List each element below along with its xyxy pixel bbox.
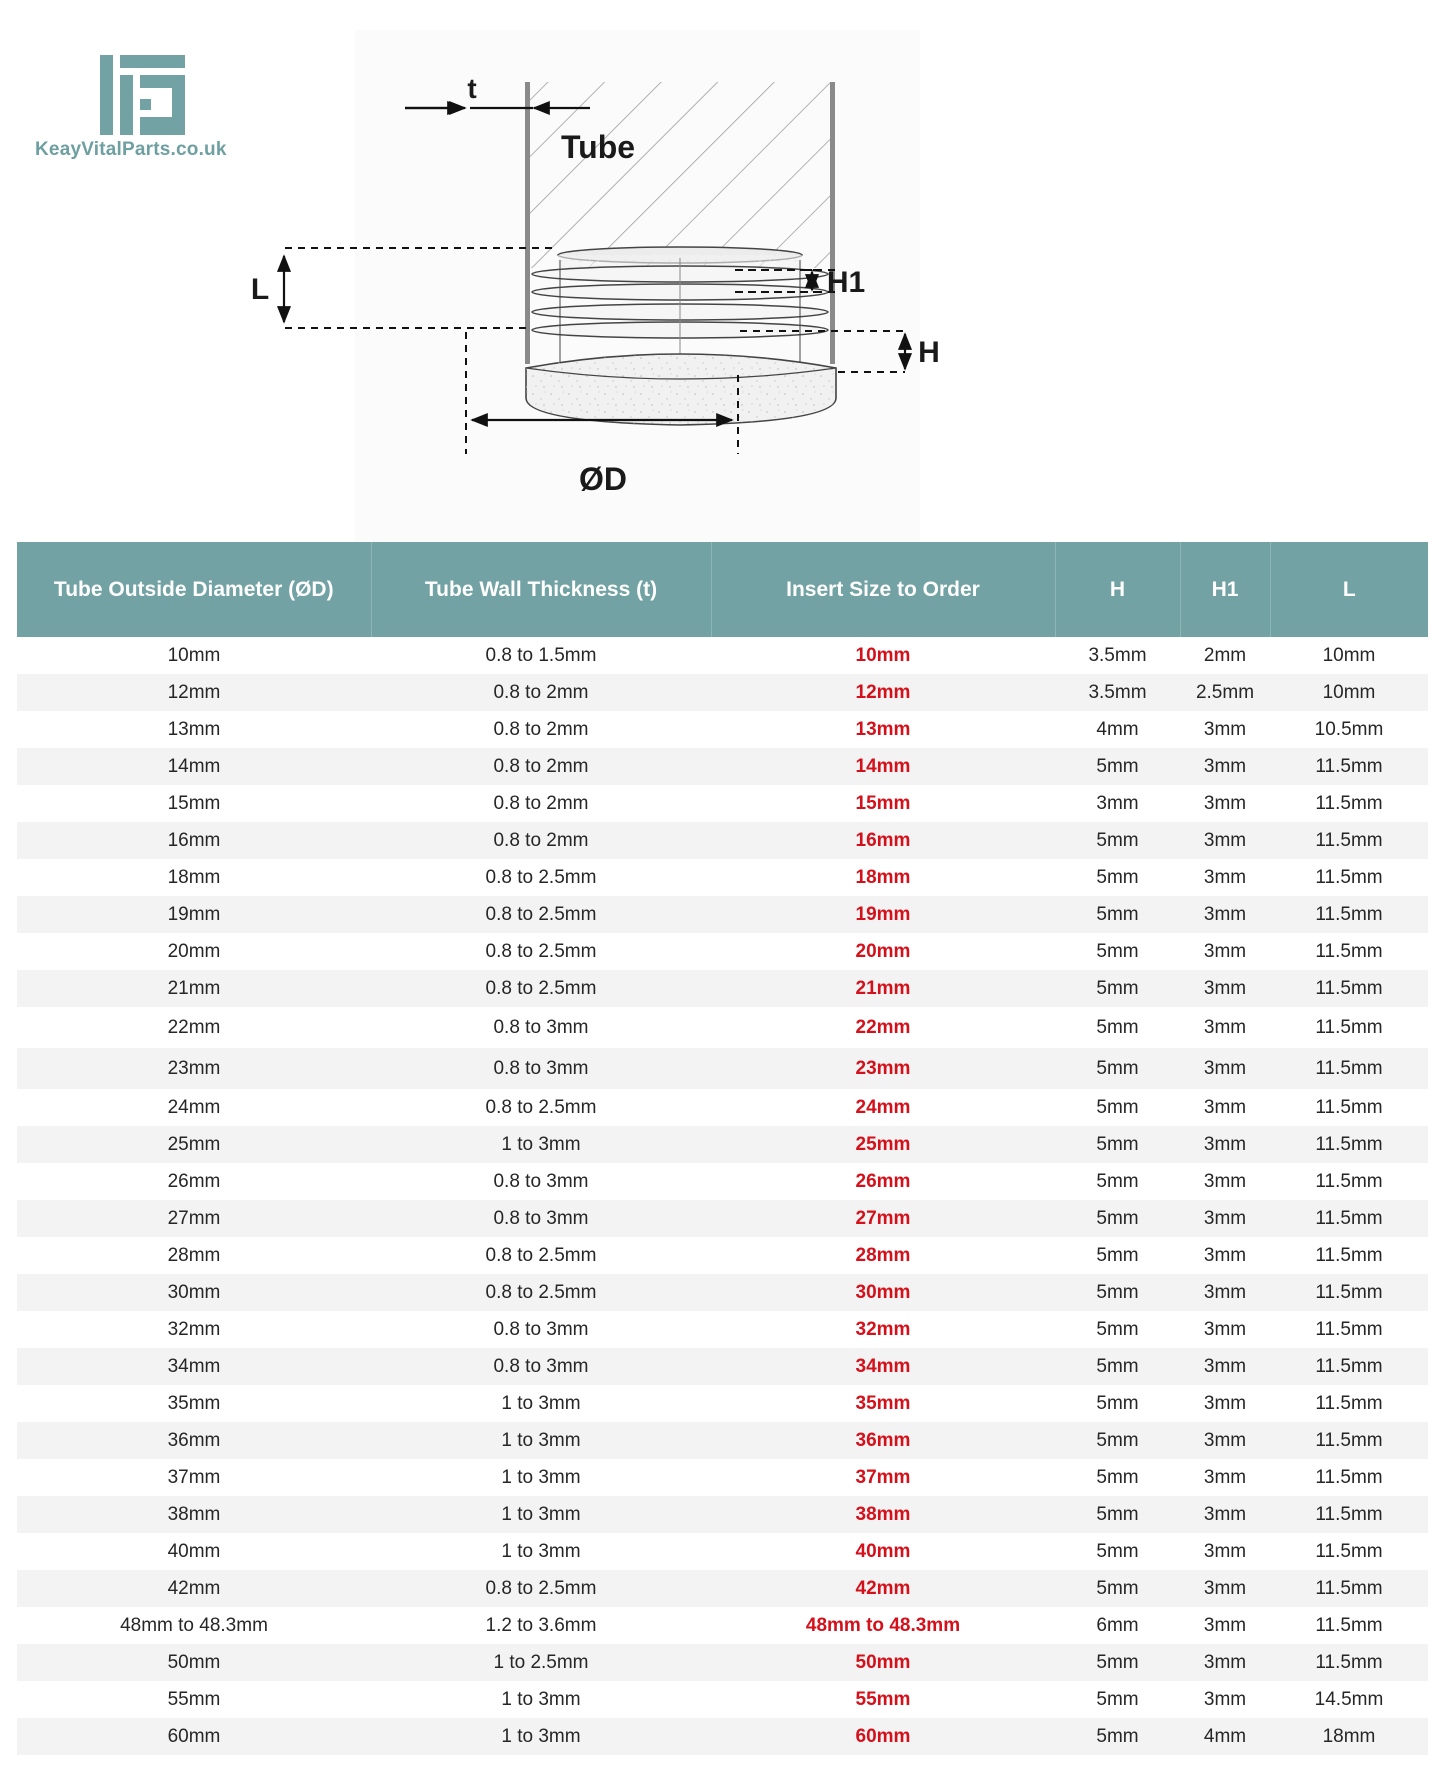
table-row <box>17 637 1428 674</box>
cell-wall-thickness: 0.8 to 2.5mm <box>485 1244 597 1266</box>
cell-insert-size: 20mm <box>855 940 911 962</box>
cell-h: 5mm <box>1096 1318 1139 1340</box>
cell-wall-thickness: 1 to 3mm <box>501 1392 581 1414</box>
cell-insert-size: 22mm <box>855 1016 911 1038</box>
cell-wall-thickness: 0.8 to 2.5mm <box>485 866 597 888</box>
cell-l: 11.5mm <box>1270 1048 1428 1089</box>
cell-l: 11.5mm <box>1270 748 1428 785</box>
cell-h: 5mm <box>1055 748 1180 785</box>
table-row <box>17 1459 1428 1496</box>
cell-outside-diameter: 48mm to 48.3mm <box>120 1614 268 1636</box>
table-row <box>17 1163 1428 1200</box>
cell-wall-thickness: 0.8 to 2mm <box>371 748 711 785</box>
cell-outside-diameter: 12mm <box>17 674 371 711</box>
cell-insert-size: 32mm <box>855 1318 911 1340</box>
insert-head <box>526 354 836 425</box>
cell-outside-diameter: 27mm <box>17 1200 371 1237</box>
cell-h1: 3mm <box>1203 1096 1247 1118</box>
cell-l: 11.5mm <box>1315 940 1383 962</box>
table-row <box>17 1007 1428 1048</box>
cell-h1: 2.5mm <box>1180 674 1270 711</box>
cell-outside-diameter: 23mm <box>17 1048 371 1089</box>
cell-h: 5mm <box>1055 1048 1180 1089</box>
cell-h: 3mm <box>1096 792 1139 814</box>
cell-h: 5mm <box>1055 1496 1180 1533</box>
table-row <box>17 674 1428 711</box>
cell-h: 4mm <box>1096 718 1139 740</box>
cell-l: 11.5mm <box>1270 1422 1428 1459</box>
table-row <box>17 1496 1428 1533</box>
cell-wall-thickness: 0.8 to 2.5mm <box>371 970 711 1007</box>
cell-outside-diameter: 34mm <box>17 1348 371 1385</box>
cell-outside-diameter: 18mm <box>167 866 221 888</box>
cell-insert-size: 40mm <box>855 1540 911 1562</box>
cell-h: 5mm <box>1096 1466 1139 1488</box>
cell-l: 11.5mm <box>1270 1274 1428 1311</box>
cell-outside-diameter: 22mm <box>167 1016 221 1038</box>
cell-h1: 3mm <box>1203 1016 1247 1038</box>
cell-wall-thickness: 0.8 to 2.5mm <box>371 1274 711 1311</box>
cell-h: 5mm <box>1055 1126 1180 1163</box>
cell-wall-thickness: 0.8 to 2mm <box>493 792 589 814</box>
cell-outside-diameter: 42mm <box>17 1570 371 1607</box>
table-body <box>17 637 1428 1755</box>
cell-insert-size: 27mm <box>711 1200 1055 1237</box>
cell-h: 5mm <box>1055 1422 1180 1459</box>
cell-h1: 3mm <box>1203 1244 1247 1266</box>
cell-h1: 3mm <box>1180 970 1270 1007</box>
cell-l: 11.5mm <box>1270 822 1428 859</box>
table-row <box>17 1718 1428 1755</box>
column-header-insert-size: Insert Size to Order <box>711 542 1055 637</box>
cell-l: 10.5mm <box>1314 718 1384 740</box>
cell-h1: 3mm <box>1180 748 1270 785</box>
table-row <box>17 933 1428 970</box>
cell-l: 11.5mm <box>1315 1318 1383 1340</box>
tube-wall-right <box>830 82 835 364</box>
cell-l: 11.5mm <box>1270 896 1428 933</box>
cell-h: 5mm <box>1096 1244 1139 1266</box>
cell-l: 11.5mm <box>1315 1614 1383 1636</box>
column-header-h: H <box>1055 542 1180 637</box>
cell-h: 5mm <box>1055 1570 1180 1607</box>
cell-l: 10mm <box>1270 674 1428 711</box>
cell-outside-diameter: 40mm <box>167 1540 221 1562</box>
cell-h: 5mm <box>1055 1644 1180 1681</box>
cell-insert-size: 13mm <box>855 718 911 740</box>
cell-insert-size: 16mm <box>711 822 1055 859</box>
cell-wall-thickness: 0.8 to 3mm <box>493 1170 589 1192</box>
cell-h1: 3mm <box>1203 1318 1247 1340</box>
insert-dimension-diagram <box>250 30 1130 545</box>
table-row <box>17 1048 1428 1089</box>
cell-insert-size: 38mm <box>711 1496 1055 1533</box>
cell-wall-thickness: 1 to 3mm <box>371 1718 711 1755</box>
table-row <box>17 711 1428 748</box>
cell-h1: 3mm <box>1203 1466 1247 1488</box>
cell-outside-diameter: 60mm <box>17 1718 371 1755</box>
cell-h: 5mm <box>1096 1688 1139 1710</box>
table-row <box>17 896 1428 933</box>
cell-insert-size: 12mm <box>711 674 1055 711</box>
cell-h: 3.5mm <box>1088 644 1147 666</box>
cell-insert-size: 24mm <box>855 1096 911 1118</box>
cell-h: 5mm <box>1096 940 1139 962</box>
cell-h1: 3mm <box>1180 1200 1270 1237</box>
cell-insert-size: 15mm <box>855 792 911 814</box>
cell-insert-size: 37mm <box>855 1466 911 1488</box>
cell-l: 11.5mm <box>1315 1244 1383 1266</box>
cell-h1: 3mm <box>1180 822 1270 859</box>
label-head-height: H <box>918 336 940 369</box>
cell-h: 5mm <box>1055 822 1180 859</box>
cell-outside-diameter: 32mm <box>167 1318 221 1340</box>
column-header-wall-thickness: Tube Wall Thickness (t) <box>371 542 711 637</box>
cell-h: 3.5mm <box>1055 674 1180 711</box>
brand-logo <box>35 55 250 175</box>
table-row <box>17 970 1428 1007</box>
label-tube: Tube <box>560 129 636 165</box>
cell-insert-size: 50mm <box>711 1644 1055 1681</box>
table-row <box>17 1681 1428 1718</box>
cell-h1: 3mm <box>1180 1570 1270 1607</box>
cell-h1: 3mm <box>1180 1422 1270 1459</box>
table-row <box>17 1126 1428 1163</box>
column-header-outside-diameter: Tube Outside Diameter (ØD) <box>17 542 371 637</box>
cell-wall-thickness: 0.8 to 2mm <box>371 674 711 711</box>
cell-wall-thickness: 0.8 to 3mm <box>493 1016 589 1038</box>
brand-logo-mark <box>100 55 185 135</box>
cell-h: 5mm <box>1096 1392 1139 1414</box>
cell-wall-thickness: 0.8 to 2.5mm <box>371 896 711 933</box>
column-header-h1: H1 <box>1180 542 1270 637</box>
cell-h1: 3mm <box>1180 1048 1270 1089</box>
cell-outside-diameter: 16mm <box>17 822 371 859</box>
insert-size-table <box>17 542 1428 1755</box>
table-row <box>17 785 1428 822</box>
cell-l: 11.5mm <box>1270 1348 1428 1385</box>
cell-h1: 3mm <box>1180 1126 1270 1163</box>
cell-wall-thickness: 1 to 3mm <box>501 1540 581 1562</box>
cell-l: 11.5mm <box>1315 1170 1383 1192</box>
table-row <box>17 1422 1428 1459</box>
table-row <box>17 1089 1428 1126</box>
cell-outside-diameter: 25mm <box>17 1126 371 1163</box>
cell-insert-size: 48mm to 48.3mm <box>805 1614 961 1636</box>
cell-outside-diameter: 14mm <box>17 748 371 785</box>
table-row <box>17 1570 1428 1607</box>
cell-outside-diameter: 19mm <box>17 896 371 933</box>
cell-l: 11.5mm <box>1315 1466 1383 1488</box>
cell-h: 5mm <box>1096 866 1139 888</box>
cell-outside-diameter: 35mm <box>167 1392 221 1414</box>
cell-insert-size: 10mm <box>855 644 911 666</box>
cell-wall-thickness: 0.8 to 3mm <box>371 1348 711 1385</box>
cell-insert-size: 30mm <box>711 1274 1055 1311</box>
cell-outside-diameter: 37mm <box>167 1466 221 1488</box>
cell-outside-diameter: 20mm <box>167 940 221 962</box>
cell-wall-thickness: 0.8 to 2.5mm <box>485 940 597 962</box>
cell-outside-diameter: 13mm <box>167 718 221 740</box>
cell-wall-thickness: 0.8 to 2.5mm <box>485 1096 597 1118</box>
table-row <box>17 748 1428 785</box>
tube-hatching <box>530 82 830 268</box>
cell-l: 11.5mm <box>1315 1540 1383 1562</box>
cell-h1: 3mm <box>1203 1392 1247 1414</box>
cell-outside-diameter: 55mm <box>167 1688 221 1710</box>
cell-h: 5mm <box>1055 1200 1180 1237</box>
cell-h1: 2mm <box>1203 644 1247 666</box>
table-row <box>17 1644 1428 1681</box>
cell-l: 11.5mm <box>1315 792 1383 814</box>
cell-h1: 3mm <box>1203 1614 1247 1636</box>
cell-h: 5mm <box>1096 1540 1139 1562</box>
cell-wall-thickness: 1.2 to 3.6mm <box>485 1614 597 1636</box>
cell-insert-size: 28mm <box>855 1244 911 1266</box>
cell-h1: 3mm <box>1203 792 1247 814</box>
cell-outside-diameter: 36mm <box>17 1422 371 1459</box>
cell-outside-diameter: 21mm <box>17 970 371 1007</box>
cell-insert-size: 23mm <box>711 1048 1055 1089</box>
cell-l: 11.5mm <box>1315 1016 1383 1038</box>
table-row <box>17 1237 1428 1274</box>
cell-outside-diameter: 38mm <box>17 1496 371 1533</box>
cell-outside-diameter: 50mm <box>17 1644 371 1681</box>
label-wall-thickness: t <box>467 73 477 104</box>
table-row <box>17 1348 1428 1385</box>
table-row <box>17 822 1428 859</box>
cell-h1: 3mm <box>1180 1496 1270 1533</box>
cell-outside-diameter: 15mm <box>167 792 221 814</box>
table-row <box>17 859 1428 896</box>
cell-insert-size: 25mm <box>711 1126 1055 1163</box>
brand-name: KeayVitalParts.co.uk <box>35 139 227 160</box>
cell-insert-size: 42mm <box>711 1570 1055 1607</box>
cell-insert-size: 26mm <box>855 1170 911 1192</box>
cell-h: 5mm <box>1055 1348 1180 1385</box>
cell-h1: 3mm <box>1203 718 1247 740</box>
cell-h1: 3mm <box>1203 1170 1247 1192</box>
cell-wall-thickness: 0.8 to 1.5mm <box>485 644 597 666</box>
cell-wall-thickness: 0.8 to 3mm <box>493 1318 589 1340</box>
cell-wall-thickness: 1 to 3mm <box>371 1126 711 1163</box>
cell-h: 5mm <box>1055 1718 1180 1755</box>
cell-insert-size: 21mm <box>711 970 1055 1007</box>
cell-h1: 3mm <box>1203 866 1247 888</box>
cell-outside-diameter: 10mm <box>167 644 221 666</box>
cell-outside-diameter: 30mm <box>17 1274 371 1311</box>
cell-wall-thickness: 1 to 3mm <box>501 1688 581 1710</box>
cell-h1: 3mm <box>1203 940 1247 962</box>
label-length: L <box>250 273 270 306</box>
cell-insert-size: 34mm <box>711 1348 1055 1385</box>
cell-h: 5mm <box>1055 1274 1180 1311</box>
cell-l: 11.5mm <box>1315 1096 1383 1118</box>
cell-h: 5mm <box>1055 970 1180 1007</box>
cell-wall-thickness: 0.8 to 2mm <box>371 822 711 859</box>
cell-wall-thickness: 0.8 to 2mm <box>493 718 589 740</box>
cell-l: 11.5mm <box>1270 1200 1428 1237</box>
cell-h1: 3mm <box>1203 1688 1247 1710</box>
cell-wall-thickness: 1 to 2.5mm <box>371 1644 711 1681</box>
cell-l: 11.5mm <box>1315 866 1383 888</box>
cell-l: 11.5mm <box>1270 1570 1428 1607</box>
table-row <box>17 1311 1428 1348</box>
cell-l: 10mm <box>1322 644 1376 666</box>
cell-h: 5mm <box>1096 1096 1139 1118</box>
cell-wall-thickness: 1 to 3mm <box>371 1496 711 1533</box>
table-row <box>17 1385 1428 1422</box>
table-row <box>17 1200 1428 1237</box>
cell-l: 18mm <box>1270 1718 1428 1755</box>
tube-wall-left <box>525 82 530 364</box>
cell-h: 6mm <box>1096 1614 1139 1636</box>
cell-l: 11.5mm <box>1270 970 1428 1007</box>
cell-l: 11.5mm <box>1270 1496 1428 1533</box>
column-header-l: L <box>1270 542 1428 637</box>
table-row <box>17 1274 1428 1311</box>
cell-l: 11.5mm <box>1270 1126 1428 1163</box>
cell-h1: 3mm <box>1180 1348 1270 1385</box>
cell-h: 5mm <box>1096 1170 1139 1192</box>
cell-insert-size: 14mm <box>711 748 1055 785</box>
label-diameter: ØD <box>579 461 627 497</box>
cell-wall-thickness: 0.8 to 2.5mm <box>371 1570 711 1607</box>
cell-l: 14.5mm <box>1314 1688 1384 1710</box>
cell-outside-diameter: 28mm <box>167 1244 221 1266</box>
cell-insert-size: 60mm <box>711 1718 1055 1755</box>
cell-h1: 3mm <box>1180 1644 1270 1681</box>
table-header-row <box>17 542 1428 637</box>
cell-wall-thickness: 1 to 3mm <box>501 1466 581 1488</box>
cell-wall-thickness: 1 to 3mm <box>371 1422 711 1459</box>
cell-l: 11.5mm <box>1315 1392 1383 1414</box>
cell-wall-thickness: 0.8 to 3mm <box>371 1048 711 1089</box>
cell-outside-diameter: 24mm <box>167 1096 221 1118</box>
cell-l: 11.5mm <box>1270 1644 1428 1681</box>
cell-outside-diameter: 26mm <box>167 1170 221 1192</box>
cell-insert-size: 55mm <box>855 1688 911 1710</box>
cell-h1: 3mm <box>1180 1274 1270 1311</box>
cell-h1: 4mm <box>1180 1718 1270 1755</box>
cell-insert-size: 35mm <box>855 1392 911 1414</box>
cell-h1: 3mm <box>1180 896 1270 933</box>
table-row <box>17 1607 1428 1644</box>
cell-h: 5mm <box>1096 1016 1139 1038</box>
label-rib-height: H1 <box>826 266 866 299</box>
cell-insert-size: 18mm <box>855 866 911 888</box>
cell-insert-size: 19mm <box>711 896 1055 933</box>
cell-wall-thickness: 0.8 to 3mm <box>371 1200 711 1237</box>
cell-insert-size: 36mm <box>711 1422 1055 1459</box>
cell-h1: 3mm <box>1203 1540 1247 1562</box>
cell-h: 5mm <box>1055 896 1180 933</box>
table-row <box>17 1533 1428 1570</box>
